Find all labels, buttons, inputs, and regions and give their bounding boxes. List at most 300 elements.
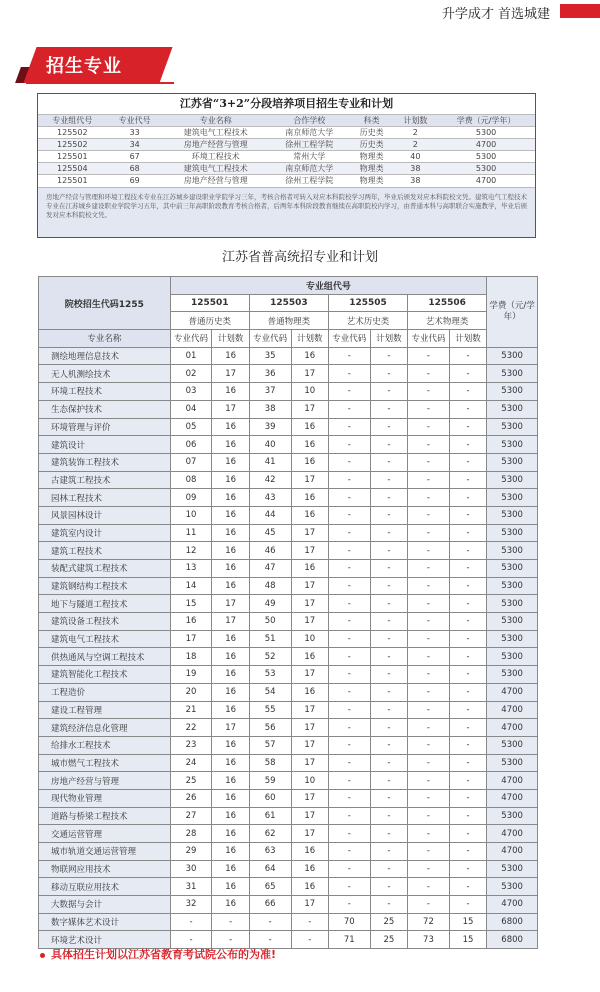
group-category: 艺术历史类: [328, 312, 407, 330]
major-code: -: [328, 560, 370, 578]
plan-count: 16: [212, 789, 249, 807]
major-code: 05: [170, 418, 212, 436]
table1-cell: 建筑电气工程技术: [163, 127, 269, 139]
table-row: [39, 436, 538, 454]
group-code: 125503: [249, 294, 328, 312]
plan-count: -: [370, 595, 407, 613]
major-name: 建筑钢结构工程技术: [39, 577, 171, 595]
table-row: [39, 666, 538, 684]
enrollment-plan-table: [38, 276, 538, 949]
major-code: -: [408, 719, 450, 737]
major-code: -: [408, 347, 450, 365]
plan-count: -: [370, 843, 407, 861]
plan-count: -: [449, 436, 486, 454]
major-name: 房地产经营与管理: [39, 772, 171, 790]
major-code: 07: [170, 453, 212, 471]
major-code: -: [408, 701, 450, 719]
major-code: -: [328, 807, 370, 825]
plan-count: 16: [212, 701, 249, 719]
major-code: 13: [170, 560, 212, 578]
plan-count: -: [449, 383, 486, 401]
table1-cell: 徐州工程学院: [269, 139, 350, 151]
table1-row: [38, 139, 535, 151]
major-code: -: [328, 736, 370, 754]
table-row: [39, 736, 538, 754]
plan-count: 17: [291, 666, 328, 684]
plan-count: -: [449, 666, 486, 684]
major-code: -: [408, 683, 450, 701]
plan-count: -: [449, 648, 486, 666]
tuition-fee: 5300: [487, 383, 538, 401]
major-code: 31: [170, 878, 212, 896]
tuition-fee: 5300: [487, 453, 538, 471]
group-code: 125506: [408, 294, 487, 312]
plan-count: 17: [291, 595, 328, 613]
major-name: 移动互联应用技术: [39, 878, 171, 896]
table-row: [39, 613, 538, 631]
major-code: -: [328, 701, 370, 719]
table1-cell: 徐州工程学院: [269, 175, 350, 187]
major-code: -: [328, 383, 370, 401]
plan-count: 17: [291, 400, 328, 418]
plan-count: 16: [212, 896, 249, 914]
plan-count: -: [370, 560, 407, 578]
major-code: 44: [249, 506, 291, 524]
three-plus-two-table-box: [37, 93, 536, 238]
group-category: 艺术物理类: [408, 312, 487, 330]
major-code: 47: [249, 560, 291, 578]
group-code-label: 专业组代号: [170, 277, 487, 295]
major-name: 供热通风与空调工程技术: [39, 648, 171, 666]
count-column-header: 计划数: [291, 330, 328, 348]
table1-cell: 房地产经营与管理: [163, 139, 269, 151]
plan-count: -: [370, 400, 407, 418]
table1-cell: 5300: [437, 127, 535, 139]
major-code: -: [408, 789, 450, 807]
plan-count: -: [370, 878, 407, 896]
major-code: 71: [328, 931, 370, 949]
major-code: -: [408, 383, 450, 401]
table1-cell: 67: [107, 151, 163, 163]
major-name: 建设工程管理: [39, 701, 171, 719]
plan-count: 16: [291, 878, 328, 896]
major-code: 27: [170, 807, 212, 825]
plan-count: 17: [212, 613, 249, 631]
major-name: 大数据与会计: [39, 896, 171, 914]
major-code: 70: [328, 913, 370, 931]
plan-count: -: [449, 560, 486, 578]
plan-count: -: [370, 683, 407, 701]
major-code: -: [408, 595, 450, 613]
plan-count: 17: [212, 400, 249, 418]
plan-count: 16: [291, 648, 328, 666]
plan-count: 16: [212, 383, 249, 401]
table1-cell: 物理类: [350, 175, 394, 187]
major-code: 20: [170, 683, 212, 701]
tuition-fee: 4700: [487, 772, 538, 790]
count-column-header: 计划数: [370, 330, 407, 348]
tuition-fee: 5300: [487, 878, 538, 896]
major-code: 37: [249, 383, 291, 401]
major-name: 工程造价: [39, 683, 171, 701]
plan-count: 17: [291, 719, 328, 737]
plan-count: 10: [291, 772, 328, 790]
major-name: 物联网应用技术: [39, 860, 171, 878]
plan-count: -: [370, 347, 407, 365]
table-row: [39, 913, 538, 931]
major-code: 42: [249, 471, 291, 489]
table-row: [39, 630, 538, 648]
tuition-fee: 5300: [487, 347, 538, 365]
plan-count: 17: [291, 807, 328, 825]
plan-count: 16: [212, 825, 249, 843]
plan-count: -: [449, 719, 486, 737]
major-code: 48: [249, 577, 291, 595]
major-code: 02: [170, 365, 212, 383]
code-column-header: 专业代码: [328, 330, 370, 348]
major-code: 53: [249, 666, 291, 684]
plan-count: 10: [291, 630, 328, 648]
plan-count: 16: [212, 560, 249, 578]
table-row: [39, 595, 538, 613]
major-name: 建筑设计: [39, 436, 171, 454]
tuition-fee: 5300: [487, 736, 538, 754]
plan-count: 17: [291, 613, 328, 631]
plan-count: -: [449, 347, 486, 365]
table-row: [39, 843, 538, 861]
plan-count: 16: [291, 560, 328, 578]
table1-cell: 5300: [437, 151, 535, 163]
major-code: 66: [249, 896, 291, 914]
major-code: 64: [249, 860, 291, 878]
table-row: [39, 560, 538, 578]
plan-count: -: [449, 736, 486, 754]
tuition-fee: 5300: [487, 506, 538, 524]
table1-cell: 2: [394, 139, 438, 151]
major-code: -: [249, 931, 291, 949]
plan-count: -: [449, 418, 486, 436]
table1-cell: 南京师范大学: [269, 127, 350, 139]
major-code: 01: [170, 347, 212, 365]
major-code: 36: [249, 365, 291, 383]
group-category: 普通历史类: [170, 312, 249, 330]
plan-count: 16: [212, 418, 249, 436]
plan-count: 16: [291, 418, 328, 436]
table-row: [39, 807, 538, 825]
plan-count: 16: [212, 630, 249, 648]
plan-count: 17: [291, 754, 328, 772]
plan-count: 16: [291, 489, 328, 507]
major-code: 73: [408, 931, 450, 949]
plan-count: 16: [212, 436, 249, 454]
table1-cell: 125504: [38, 163, 107, 175]
plan-count: -: [370, 736, 407, 754]
tuition-fee: 5300: [487, 595, 538, 613]
major-code: -: [408, 878, 450, 896]
plan-count: -: [291, 931, 328, 949]
major-code: -: [328, 365, 370, 383]
major-name: 装配式建筑工程技术: [39, 560, 171, 578]
major-code: 25: [170, 772, 212, 790]
major-name: 生态保护技术: [39, 400, 171, 418]
major-code: 18: [170, 648, 212, 666]
table1-row: [38, 163, 535, 175]
table-row: [39, 860, 538, 878]
table1-cell: 南京师范大学: [269, 163, 350, 175]
table1-row: [38, 175, 535, 187]
plan-count: -: [370, 825, 407, 843]
major-code: -: [408, 666, 450, 684]
plan-count: -: [370, 630, 407, 648]
major-name: 建筑电气工程技术: [39, 630, 171, 648]
plan-count: 16: [212, 878, 249, 896]
major-code: -: [408, 365, 450, 383]
table1-cell: 34: [107, 139, 163, 151]
footer-note-text: 具体招生计划以江苏省教育考试院公布的为准!: [51, 948, 277, 961]
tuition-fee: 6800: [487, 931, 538, 949]
major-code: -: [408, 400, 450, 418]
table1-cell: 4700: [437, 175, 535, 187]
major-name: 交通运营管理: [39, 825, 171, 843]
tuition-fee: 4700: [487, 843, 538, 861]
major-name: 环境艺术设计: [39, 931, 171, 949]
major-code: 21: [170, 701, 212, 719]
major-code: -: [408, 524, 450, 542]
major-code: 28: [170, 825, 212, 843]
plan-count: -: [449, 595, 486, 613]
major-name: 测绘地理信息技术: [39, 347, 171, 365]
tuition-fee: 4700: [487, 825, 538, 843]
tuition-fee: 5300: [487, 418, 538, 436]
table-row: [39, 489, 538, 507]
major-code: -: [328, 878, 370, 896]
plan-count: -: [449, 453, 486, 471]
plan-count: -: [449, 807, 486, 825]
plan-count: -: [449, 577, 486, 595]
major-code: 23: [170, 736, 212, 754]
plan-count: -: [449, 630, 486, 648]
major-code: -: [328, 666, 370, 684]
major-code: -: [328, 400, 370, 418]
plan-count: -: [370, 772, 407, 790]
code-column-header: 专业代码: [249, 330, 291, 348]
major-code: -: [408, 471, 450, 489]
table1-title: 江苏省“3+2”分段培养项目招生专业和计划: [179, 97, 394, 110]
major-code: -: [408, 896, 450, 914]
plan-count: 17: [291, 524, 328, 542]
major-code: -: [328, 860, 370, 878]
major-code: -: [328, 418, 370, 436]
table-row: [39, 648, 538, 666]
table1-header-row: [38, 115, 535, 127]
table1-header-cell: 计划数: [394, 115, 438, 127]
top-header: [0, 0, 600, 30]
table1-cell: 房地产经营与管理: [163, 175, 269, 187]
plan-count: 17: [291, 701, 328, 719]
major-code: -: [408, 736, 450, 754]
major-code: -: [408, 453, 450, 471]
table1-cell: 环境工程技术: [163, 151, 269, 163]
table-row: [39, 789, 538, 807]
table-row: [39, 896, 538, 914]
major-code: 16: [170, 613, 212, 631]
plan-count: 17: [291, 542, 328, 560]
major-code: 46: [249, 542, 291, 560]
major-name: 地下与隧道工程技术: [39, 595, 171, 613]
plan-count: -: [449, 701, 486, 719]
plan-count: 15: [449, 913, 486, 931]
table1-cell: 建筑电气工程技术: [163, 163, 269, 175]
major-code: 65: [249, 878, 291, 896]
plan-count: 17: [291, 789, 328, 807]
plan-count: -: [370, 754, 407, 772]
group-code: 125501: [170, 294, 249, 312]
table-row: [39, 506, 538, 524]
plan-count: -: [370, 506, 407, 524]
table1-header-cell: 专业名称: [163, 115, 269, 127]
major-code: -: [408, 825, 450, 843]
table1-cell: 历史类: [350, 127, 394, 139]
plan-count: 16: [212, 843, 249, 861]
plan-count: 16: [212, 489, 249, 507]
code-column-header: 专业代码: [408, 330, 450, 348]
major-code: 17: [170, 630, 212, 648]
table-row: [39, 471, 538, 489]
tuition-fee: 5300: [487, 560, 538, 578]
major-code: 14: [170, 577, 212, 595]
table1-cell: 4700: [437, 139, 535, 151]
table-row: [39, 453, 538, 471]
table-row: [39, 683, 538, 701]
table1-cell: 125501: [38, 175, 107, 187]
table1-header-cell: 专业代号: [107, 115, 163, 127]
major-code: 26: [170, 789, 212, 807]
major-code: -: [408, 860, 450, 878]
plan-count: -: [370, 418, 407, 436]
banner-underline: [26, 82, 174, 84]
major-name: 环境工程技术: [39, 383, 171, 401]
plan-count: -: [370, 577, 407, 595]
plan-count: 16: [212, 648, 249, 666]
tuition-fee: 5300: [487, 613, 538, 631]
plan-count: -: [370, 896, 407, 914]
major-code: 10: [170, 506, 212, 524]
major-name: 建筑装饰工程技术: [39, 453, 171, 471]
major-name: 环境管理与评价: [39, 418, 171, 436]
tuition-fee: 4700: [487, 789, 538, 807]
major-code: 03: [170, 383, 212, 401]
major-code: -: [328, 648, 370, 666]
major-code: 51: [249, 630, 291, 648]
tuition-fee: 5300: [487, 542, 538, 560]
plan-count: -: [212, 931, 249, 949]
major-name: 建筑智能化工程技术: [39, 666, 171, 684]
major-code: 56: [249, 719, 291, 737]
major-code: 32: [170, 896, 212, 914]
major-code: -: [328, 754, 370, 772]
major-name: 古建筑工程技术: [39, 471, 171, 489]
major-code: 54: [249, 683, 291, 701]
plan-count: -: [449, 506, 486, 524]
plan-count: -: [449, 489, 486, 507]
tuition-fee: 5300: [487, 471, 538, 489]
table-row: [39, 383, 538, 401]
major-code: 04: [170, 400, 212, 418]
major-code: 35: [249, 347, 291, 365]
plan-count: 17: [291, 471, 328, 489]
major-code: 60: [249, 789, 291, 807]
table-row: [39, 524, 538, 542]
tuition-fee: 5300: [487, 489, 538, 507]
plan-count: 16: [212, 577, 249, 595]
plan-count: -: [449, 524, 486, 542]
table-row: [39, 772, 538, 790]
major-code: -: [328, 595, 370, 613]
major-code: -: [408, 506, 450, 524]
tuition-fee: 5300: [487, 807, 538, 825]
major-code: 09: [170, 489, 212, 507]
plan-count: -: [370, 666, 407, 684]
table1-row: [38, 127, 535, 139]
major-code: -: [408, 560, 450, 578]
major-code: -: [408, 648, 450, 666]
plan-count: 17: [212, 719, 249, 737]
plan-count: -: [449, 825, 486, 843]
plan-count: 16: [212, 506, 249, 524]
major-code: -: [408, 630, 450, 648]
major-code: -: [328, 683, 370, 701]
table-row: [39, 347, 538, 365]
table-row: [39, 542, 538, 560]
major-code: -: [328, 436, 370, 454]
plan-count: -: [449, 400, 486, 418]
major-code: -: [170, 931, 212, 949]
major-code: -: [328, 789, 370, 807]
major-code: 55: [249, 701, 291, 719]
plan-count: 17: [291, 577, 328, 595]
major-name: 园林工程技术: [39, 489, 171, 507]
plan-count: -: [449, 843, 486, 861]
table1-cell: 历史类: [350, 139, 394, 151]
major-code: 22: [170, 719, 212, 737]
plan-count: -: [370, 648, 407, 666]
plan-count: 10: [291, 383, 328, 401]
plan-count: -: [370, 524, 407, 542]
plan-count: 16: [291, 453, 328, 471]
tuition-fee: 5300: [487, 365, 538, 383]
table1-cell: 5300: [437, 163, 535, 175]
table1-cell: 2: [394, 127, 438, 139]
footer-note: [40, 946, 276, 962]
table1-cell: 物理类: [350, 151, 394, 163]
plan-count: -: [449, 878, 486, 896]
plan-count: -: [370, 613, 407, 631]
major-code: 45: [249, 524, 291, 542]
plan-count: 16: [212, 754, 249, 772]
major-code: 58: [249, 754, 291, 772]
plan-count: 16: [291, 347, 328, 365]
major-code: 43: [249, 489, 291, 507]
major-code: -: [328, 896, 370, 914]
major-code: -: [328, 719, 370, 737]
tuition-fee: 5300: [487, 666, 538, 684]
major-code: -: [328, 630, 370, 648]
tuition-fee: 4700: [487, 719, 538, 737]
plan-count: 25: [370, 913, 407, 931]
major-code: 24: [170, 754, 212, 772]
plan-count: 16: [212, 471, 249, 489]
major-code: 12: [170, 542, 212, 560]
